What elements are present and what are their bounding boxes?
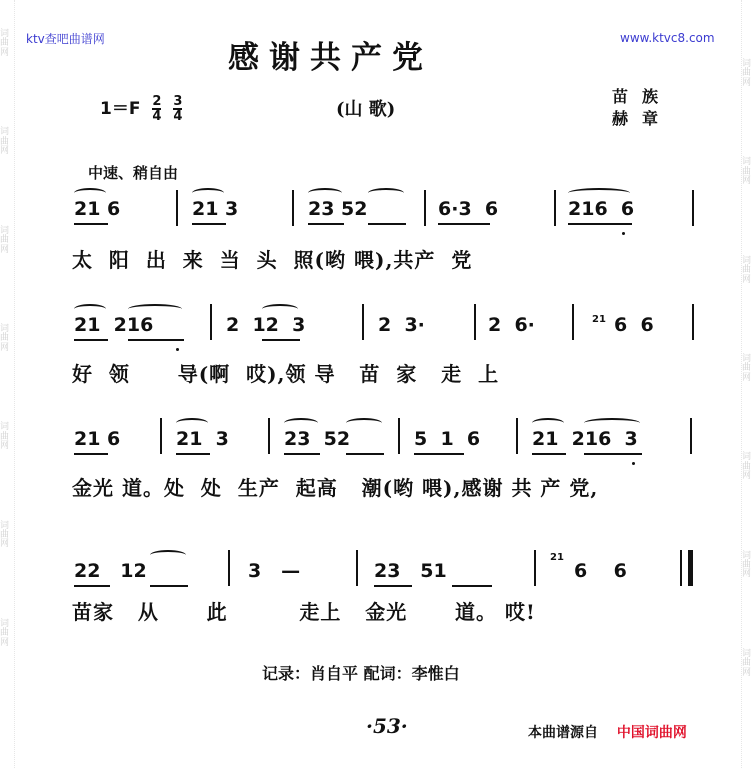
underline: [532, 453, 566, 455]
time-sig-numerator: 2: [152, 94, 162, 109]
lower-octave-dot: [632, 462, 635, 465]
underline: [74, 223, 108, 225]
measure-notes: 6·3 6: [438, 198, 499, 220]
measure-notes: 21 3: [176, 428, 229, 450]
underline: [438, 223, 490, 225]
underline: [452, 585, 492, 587]
underline: [262, 339, 300, 341]
slur: [346, 418, 382, 428]
final-barline-thin: [680, 550, 682, 586]
side-watermark: 词曲网: [0, 422, 10, 452]
song-title: 感谢共产党: [228, 40, 433, 76]
source-attribution: [528, 722, 687, 742]
side-watermark: 词曲网: [742, 353, 752, 383]
barline: [692, 304, 694, 340]
side-watermark: 词曲网: [742, 255, 752, 285]
barline: [690, 418, 692, 454]
slur: [150, 550, 186, 560]
lyrics-line: 苗家 从 此 走上 金光 道。 哎!: [72, 600, 536, 624]
barline: [268, 418, 270, 454]
side-watermark: 词曲网: [742, 648, 752, 678]
measure-notes: 21 6: [74, 428, 121, 450]
site-watermark-right: www.ktvc8.com: [620, 31, 715, 45]
barline: [210, 304, 212, 340]
slur: [308, 188, 342, 198]
grace-note: 21: [592, 314, 606, 325]
side-watermark: 词曲网: [0, 520, 10, 550]
underline: [584, 453, 642, 455]
side-watermark: 词曲网: [742, 59, 752, 88]
barline: [362, 304, 364, 340]
side-watermark: 词曲网: [742, 452, 752, 482]
credit-line-2: 赫章: [612, 109, 673, 128]
barline: [228, 550, 230, 586]
measure-notes: 6 6: [574, 560, 627, 582]
measure-notes: 23 51: [374, 560, 447, 582]
key-signature: [100, 94, 182, 123]
slur: [532, 418, 564, 428]
measure-notes: 216 6: [568, 198, 635, 220]
lower-octave-dot: [176, 348, 179, 351]
barline: [176, 190, 178, 226]
measure-notes: 2 12 3: [226, 314, 306, 336]
barline: [692, 190, 694, 226]
time-sig-denominator: 4: [152, 109, 162, 124]
grace-note: 21: [550, 552, 564, 563]
measure-notes: 6 6: [614, 314, 654, 336]
page-number: ·53·: [366, 714, 408, 738]
side-watermark: 词曲网: [0, 323, 10, 353]
side-watermark: 词曲网: [0, 29, 10, 58]
barline: [160, 418, 162, 454]
slur: [368, 188, 404, 198]
measure-notes: 22 12: [74, 560, 147, 582]
lyrics-line: 太 阳 出 来 当 头 照(哟 喂),共产 党: [72, 248, 473, 272]
slur: [74, 188, 106, 198]
barline: [356, 550, 358, 586]
underline: [74, 339, 108, 341]
barline: [534, 550, 536, 586]
slur: [568, 188, 630, 198]
right-watermark-column: [741, 0, 756, 768]
underline: [192, 223, 226, 225]
barline: [398, 418, 400, 454]
measure-notes: 21 6: [74, 198, 121, 220]
slur: [284, 418, 318, 428]
side-watermark: 词曲网: [742, 157, 752, 187]
side-watermark: 词曲网: [742, 550, 752, 580]
side-watermark: 词曲网: [0, 225, 10, 255]
song-genre: (山 歌): [336, 99, 396, 120]
time-sig-numerator: 3: [173, 94, 183, 109]
measure-notes: 21 216: [74, 314, 154, 336]
time-signature-1: [152, 95, 161, 123]
underline: [568, 223, 632, 225]
barline: [554, 190, 556, 226]
final-barline-thick: [688, 550, 693, 586]
underline: [176, 453, 210, 455]
measure-notes: 5 1 6: [414, 428, 481, 450]
slur: [584, 418, 640, 428]
underline: [128, 339, 184, 341]
measure-notes: 2 3·: [378, 314, 425, 336]
time-sig-denominator: 4: [173, 109, 183, 124]
measure-notes: 21 3: [192, 198, 239, 220]
left-watermark-column: [0, 0, 15, 768]
slur: [192, 188, 224, 198]
time-signature-2: [173, 95, 182, 123]
underline: [346, 453, 384, 455]
barline: [516, 418, 518, 454]
underline: [414, 453, 464, 455]
slur: [74, 304, 106, 314]
lyrics-line: 好 领 导(啊 哎),领 导 苗 家 走 上: [72, 362, 500, 386]
barline: [474, 304, 476, 340]
underline: [74, 585, 110, 587]
measure-notes: 3 —: [248, 560, 301, 582]
side-watermark: 词曲网: [0, 618, 10, 648]
side-watermark: 词曲网: [0, 127, 10, 157]
underline: [284, 453, 320, 455]
underline: [374, 585, 412, 587]
slur: [262, 304, 298, 314]
key-label: 1＝F: [100, 99, 141, 119]
credit-line-1: 苗族: [612, 87, 673, 106]
measure-notes: 23 52: [284, 428, 351, 450]
measure-notes: 23 52: [308, 198, 368, 220]
slur: [128, 304, 182, 314]
barline: [424, 190, 426, 226]
source-label: 本曲谱源自: [528, 725, 598, 741]
barline: [292, 190, 294, 226]
underline: [74, 453, 108, 455]
barline: [572, 304, 574, 340]
lyrics-line: 金光 道。处 处 生产 起高 潮(哟 喂),感谢 共 产 党,: [72, 476, 599, 500]
source-site-link[interactable]: 中国词曲网: [616, 725, 687, 741]
slur: [176, 418, 208, 428]
site-watermark-left: ktv查吧曲谱网: [26, 32, 105, 46]
tempo-marking: 中速、稍自由: [88, 164, 179, 182]
measure-notes: 2 6·: [488, 314, 535, 336]
measure-notes: 21 216 3: [532, 428, 638, 450]
recording-credits: 记录：肖自平 配词：李惟白: [262, 664, 460, 683]
underline: [308, 223, 344, 225]
lower-octave-dot: [622, 232, 625, 235]
underline: [150, 585, 188, 587]
underline: [368, 223, 406, 225]
